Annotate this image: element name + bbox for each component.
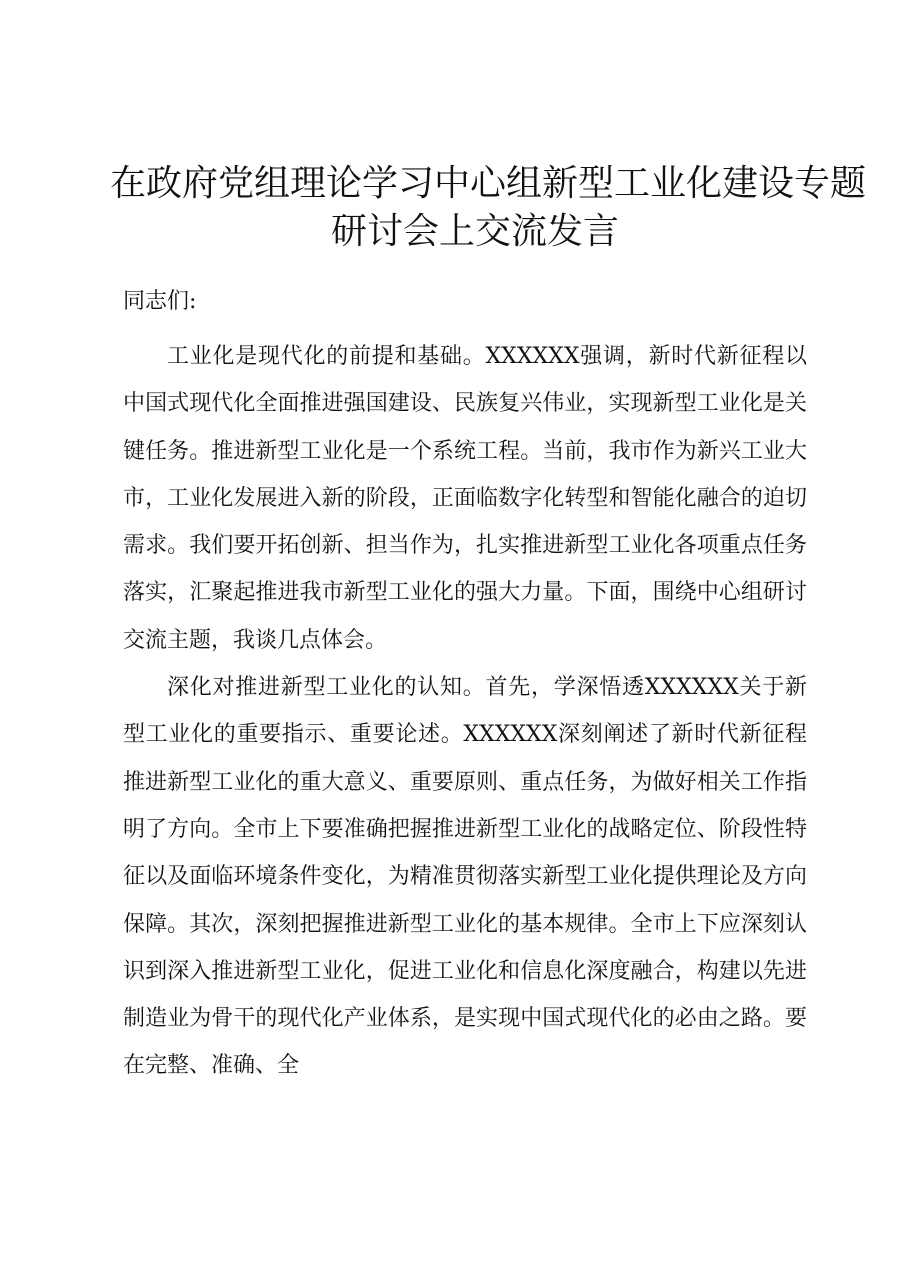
paragraph-1: 工业化是现代化的前提和基础。XXXXXX强调，新时代新征程以中国式现代化全面推进强国建设、民族复兴伟业，实现新型工业化是关键任务。推进新型工业化是一个系统工程。当前，我市作为新兴工业大市，工业化发展进入新的阶段，正面临数字化转型和智能化融合的迫切需求。我们要开拓创新、担当作为，扎实推进新型工业化各项重点任务落实，汇聚起推进我市新型工业化的强大力量。下面，围绕中心组研讨交流主题，我谈几点体会。 [123,344,807,653]
paragraph-2: 深化对推进新型工业化的认知。首先，学深悟透XXXXXX关于新型工业化的重要指示、重要论述。XXXXXX深刻阐述了新时代新征程推进新型工业化的重大意义、重要原则、重点任务，为做好相关工作指明了方向。全市上下要准确把握推进新型工业化的战略定位、阶段性特征以及面临环境条件变化，为精准贯彻落实新型工业化提供理论及方向保障。其次，深刻把握推进新型工业化的基本规律。全市上下应深刻认识到深入推进新型工业化，促进工业化和信息化深度融合，构建以先进制造业为骨干的现代化产业体系，是实现中国式现代化的必由之路。要在完整、准确、全 [123,675,807,1079]
salutation: 同志们: [123,289,197,314]
title-line-2: 研讨会上交流发言 [330,211,619,252]
document-title [110,160,867,256]
document-body [123,333,807,1090]
title-line-1: 在政府党组理论学习中心组新型工业化建设专题 [110,163,867,204]
